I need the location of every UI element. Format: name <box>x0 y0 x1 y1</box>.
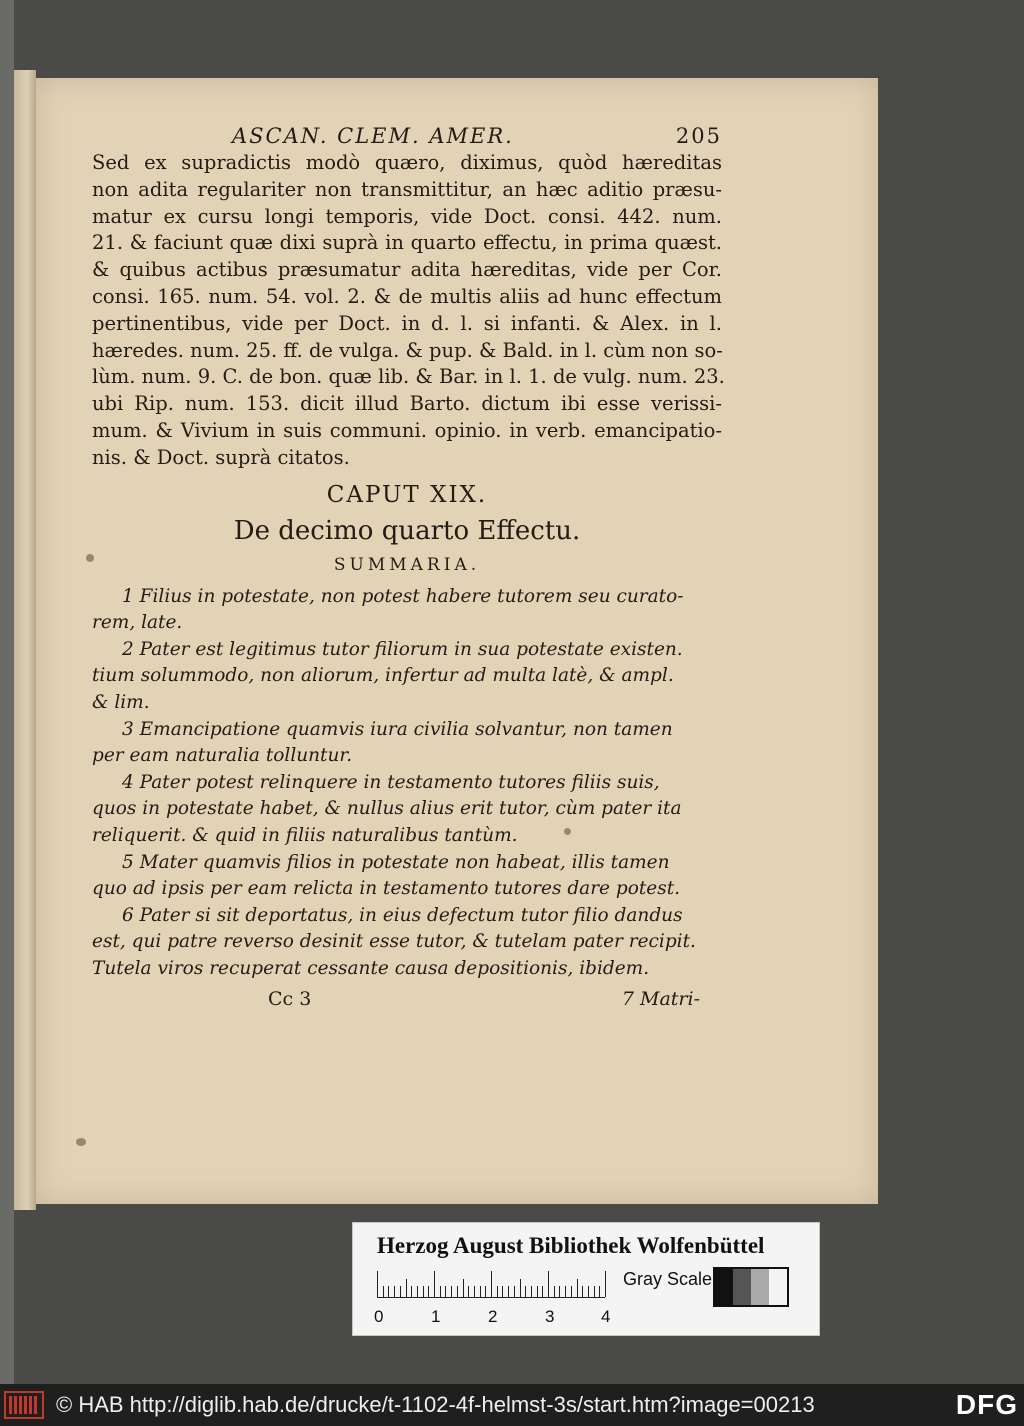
summaria-line: quo ad ipsis per eam relicta in testamento tutores dare potest. <box>92 878 681 900</box>
chapter-heading: CAPUT XIX. <box>326 481 488 508</box>
ruler-tick <box>542 1286 543 1297</box>
measurement-ruler <box>377 1271 605 1298</box>
ruler-tick <box>565 1286 566 1297</box>
ruler-tick <box>440 1286 441 1297</box>
summaria-line: & lim. <box>92 691 150 713</box>
ruler-tick <box>411 1286 412 1297</box>
left-page-edge <box>14 70 36 1210</box>
ruler-tick <box>485 1286 486 1297</box>
ruler-tick <box>525 1286 526 1297</box>
ruler-tick <box>520 1279 521 1297</box>
summaria-line: 5 Mater quamvis filios in potestate non habeat, illis tamen <box>122 851 670 873</box>
running-head-title: ASCAN. CLEM. AMER. <box>232 124 514 148</box>
ruler-tick <box>508 1286 509 1297</box>
ruler-tick <box>457 1286 458 1297</box>
summaria-line: 2 Pater est legitimus tutor filiorum in sua potestate existen. <box>122 638 683 660</box>
book-page <box>36 78 878 1204</box>
summaria-line: quos in potestate habet, & nullus alius erit tutor, cùm pater ita <box>92 798 682 820</box>
ruler-tick <box>571 1286 572 1297</box>
gray-swatch <box>769 1269 787 1305</box>
gray-swatch <box>751 1269 769 1305</box>
institution-name: Herzog August Bibliothek Wolfenbüttel <box>377 1233 765 1258</box>
ruler-number: 1 <box>431 1307 441 1326</box>
ruler-number: 4 <box>601 1307 611 1326</box>
color-calibration-card <box>352 1222 820 1336</box>
ruler-tick <box>383 1286 384 1297</box>
body-line: ubi Rip. num. 153. dicit illud Barto. dictum ibi esse verissi- <box>92 392 722 416</box>
body-paragraph <box>92 150 725 472</box>
ruler-tick <box>406 1279 407 1297</box>
dfg-logo: DFG <box>955 1389 1018 1420</box>
summaria-line: 1 Filius in potestate, non potest habere tutorem seu curato- <box>122 585 684 607</box>
summaria-line: tium solummodo, non aliorum, infertur ad multa latè, & ampl. <box>92 665 674 687</box>
body-line: consi. 165. num. 54. vol. 2. & de multis aliis ad hunc effectum <box>92 284 722 308</box>
chapter-title: De decimo quarto Effectu. <box>233 515 581 546</box>
summaria-line: per eam naturalia tolluntur. <box>92 745 353 767</box>
ruler-tick <box>388 1286 389 1297</box>
ruler-tick <box>502 1286 503 1297</box>
ruler-tick <box>594 1286 595 1297</box>
ink-spot <box>86 554 94 562</box>
ruler-tick <box>582 1286 583 1297</box>
ruler-tick <box>548 1271 549 1297</box>
copyright-link[interactable]: © HAB http://diglib.hab.de/drucke/t-1102-4f-helmst-3s/start.htm?image=00213 <box>56 1392 815 1417</box>
summaria-line: reliquerit. & quid in filiis naturalibus tantùm. <box>92 824 518 846</box>
ruler-tick <box>491 1271 492 1297</box>
summaria-line: 4 Pater potest relinquere in testamento tutores filiis suis, <box>122 771 660 793</box>
body-line: nis. & Doct. suprà citatos. <box>92 445 350 469</box>
ruler-tick <box>588 1286 589 1297</box>
summaria-line: 3 Emancipatione quamvis iura civilia solvantur, non tamen <box>122 718 673 740</box>
ruler-tick <box>474 1286 475 1297</box>
ruler-tick <box>451 1286 452 1297</box>
ruler-tick <box>537 1286 538 1297</box>
body-line: matur ex cursu longi temporis, vide Doct. consi. 442. num. <box>92 204 722 228</box>
gray-swatch <box>715 1269 733 1305</box>
ruler-tick <box>394 1286 395 1297</box>
ruler-tick <box>599 1286 600 1297</box>
ruler-tick <box>428 1286 429 1297</box>
body-line: 21. & faciunt quæ dixi suprà in quarto effectu, in prima quæst. <box>92 231 722 255</box>
running-head <box>92 120 722 150</box>
ruler-tick <box>480 1286 481 1297</box>
ruler-tick <box>497 1286 498 1297</box>
ruler-tick <box>605 1271 606 1297</box>
ruler-tick <box>463 1279 464 1297</box>
ruler-tick <box>400 1286 401 1297</box>
ruler-number: 3 <box>545 1307 555 1326</box>
body-line: hæredes. num. 25. ff. de vulga. & pup. & Bald. in l. cùm non so- <box>92 338 723 362</box>
ruler-tick <box>445 1286 446 1297</box>
ruler-tick <box>417 1286 418 1297</box>
catchword: 7 Matri- <box>621 988 700 1011</box>
gray-scale-swatches <box>713 1267 789 1307</box>
page-number: 205 <box>675 124 722 148</box>
summaria-list <box>92 584 722 983</box>
viewer-footer-bar <box>0 1384 1024 1426</box>
ruler-tick <box>559 1286 560 1297</box>
hab-logo-icon <box>4 1390 44 1420</box>
signature-mark: Cc 3 <box>268 988 312 1011</box>
gray-swatch <box>733 1269 751 1305</box>
ruler-tick <box>531 1286 532 1297</box>
ink-spot <box>76 1138 86 1146</box>
ruler-tick <box>423 1286 424 1297</box>
body-line: pertinentibus, vide per Doct. in d. l. si infanti. & Alex. in l. <box>92 311 722 335</box>
summaria-line: rem, late. <box>92 612 183 634</box>
summaria-line: 6 Pater si sit deportatus, in eius defectum tutor filio dandus <box>122 904 683 926</box>
body-line: non adita regulariter non transmittitur, an hæc aditio præsu- <box>92 177 722 201</box>
scanner-glass-strip <box>0 0 14 1384</box>
ruler-tick <box>434 1271 435 1297</box>
ruler-tick <box>554 1286 555 1297</box>
body-line: Sed ex supradictis modò quæro, diximus, quòd hæreditas <box>92 151 722 174</box>
page-footer <box>92 984 722 1014</box>
summaria-line: est, qui patre reverso desinit esse tutor, & tutelam pater recipit. <box>92 931 696 953</box>
ink-spot <box>564 828 571 835</box>
summaria-heading: SUMMARIA. <box>333 554 481 575</box>
ruler-tick <box>377 1271 378 1297</box>
ruler-tick <box>514 1286 515 1297</box>
ruler-tick <box>577 1279 578 1297</box>
body-line: mum. & Vivium in suis communi. opinio. in verb. emancipatio- <box>92 418 722 442</box>
body-line: & quibus actibus præsumatur adita hæreditas, vide per Cor. <box>92 258 722 282</box>
ruler-number: 2 <box>488 1307 498 1326</box>
ruler-tick <box>468 1286 469 1297</box>
page-text-block <box>92 120 725 1014</box>
body-line: lùm. num. 9. C. de bon. quæ lib. & Bar. in l. 1. de vulg. num. 23. <box>92 365 725 389</box>
ruler-number: 0 <box>374 1307 384 1326</box>
gray-scale-label: Gray Scale <box>623 1269 713 1289</box>
summaria-line: Tutela viros recuperat cessante causa depositionis, ibidem. <box>92 957 650 979</box>
